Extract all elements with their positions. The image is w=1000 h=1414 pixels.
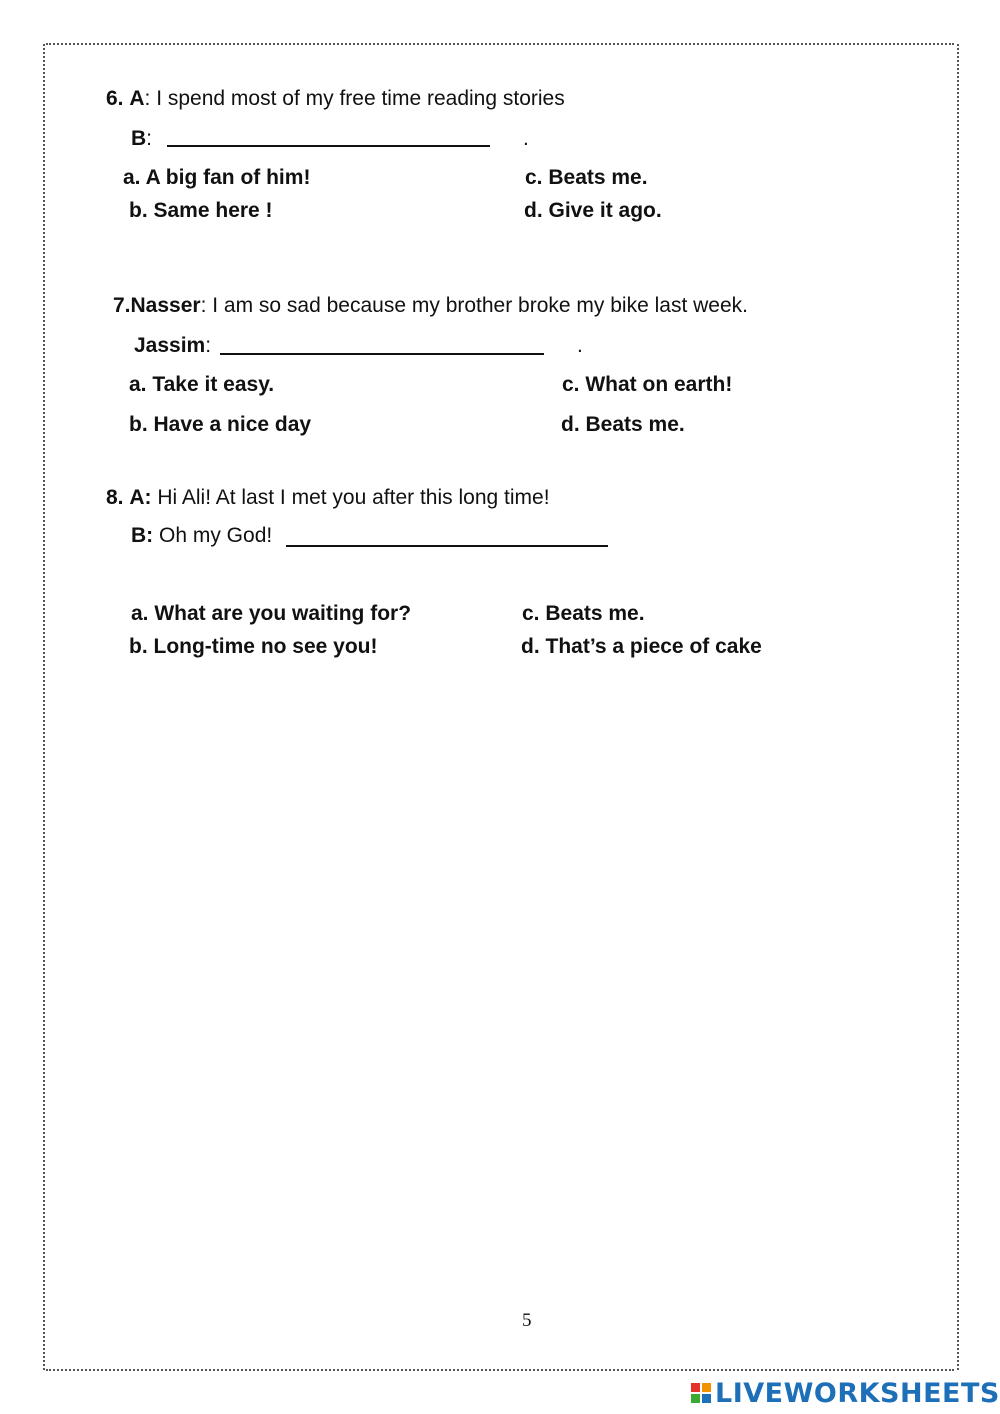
question-6-option-d[interactable]: d. Give it ago. xyxy=(524,199,662,222)
speaker-a-label: Nasser xyxy=(130,294,201,317)
question-8-option-a[interactable]: a. What are you waiting for? xyxy=(131,602,412,625)
logo-square-blue xyxy=(702,1394,711,1403)
question-number: 7. xyxy=(113,294,131,317)
question-6-end-mark: . xyxy=(523,127,529,150)
speaker-b-label: B: xyxy=(131,524,154,547)
question-7-prompt xyxy=(113,293,748,319)
question-6-answer-blank[interactable] xyxy=(167,145,490,147)
question-7-response-label xyxy=(134,333,211,359)
question-6-option-c[interactable]: c. Beats me. xyxy=(525,166,648,189)
page-number: 5 xyxy=(522,1310,532,1331)
question-number: 6. xyxy=(106,87,124,110)
brand-name: LIVEWORKSHEETS xyxy=(715,1377,1000,1409)
question-8-response-label xyxy=(131,523,272,549)
logo-square-orange xyxy=(702,1383,711,1392)
liveworksheets-brand xyxy=(691,1376,1000,1410)
question-8-option-b[interactable]: b. Long-time no see you! xyxy=(129,635,378,658)
question-8-answer-blank[interactable] xyxy=(286,545,608,547)
speaker-a-label: A xyxy=(129,87,145,110)
logo-square-red xyxy=(691,1383,700,1392)
colon: : xyxy=(205,334,212,357)
question-6-option-a[interactable]: a. A big fan of him! xyxy=(123,166,311,189)
dotted-border-left xyxy=(43,44,45,1370)
prompt-text: Hi Ali! At last I met you after this long time! xyxy=(151,486,550,509)
dotted-border-bottom xyxy=(46,1369,954,1371)
dotted-border-right xyxy=(957,44,959,1370)
question-8-option-c[interactable]: c. Beats me. xyxy=(522,602,645,625)
question-7-option-b[interactable]: b. Have a nice day xyxy=(129,413,312,436)
question-7-end-mark: . xyxy=(577,334,583,357)
question-7-option-a[interactable]: a. Take it easy. xyxy=(129,373,275,396)
question-8-option-d[interactable]: d. That’s a piece of cake xyxy=(521,635,762,658)
response-prefix: Oh my God! xyxy=(153,524,273,547)
logo-square-green xyxy=(691,1394,700,1403)
question-7-option-d[interactable]: d. Beats me. xyxy=(561,413,685,436)
dotted-border-top xyxy=(46,43,954,45)
question-7-answer-blank[interactable] xyxy=(220,353,544,355)
prompt-text: : I am so sad because my brother broke my bike last week. xyxy=(200,294,748,317)
liveworksheets-logo-icon xyxy=(691,1383,711,1403)
speaker-a-label: A: xyxy=(129,486,152,509)
speaker-b-label: Jassim xyxy=(134,334,206,357)
colon: : xyxy=(146,127,153,150)
question-6-option-b[interactable]: b. Same here ! xyxy=(129,199,273,222)
question-7-option-c[interactable]: c. What on earth! xyxy=(562,373,733,396)
speaker-b-label: B xyxy=(131,127,147,150)
question-6-response-label xyxy=(131,126,152,152)
question-number: 8. xyxy=(106,486,124,509)
prompt-text: : I spend most of my free time reading stories xyxy=(144,87,565,110)
question-8-prompt xyxy=(106,485,550,511)
question-6-prompt xyxy=(106,86,565,112)
